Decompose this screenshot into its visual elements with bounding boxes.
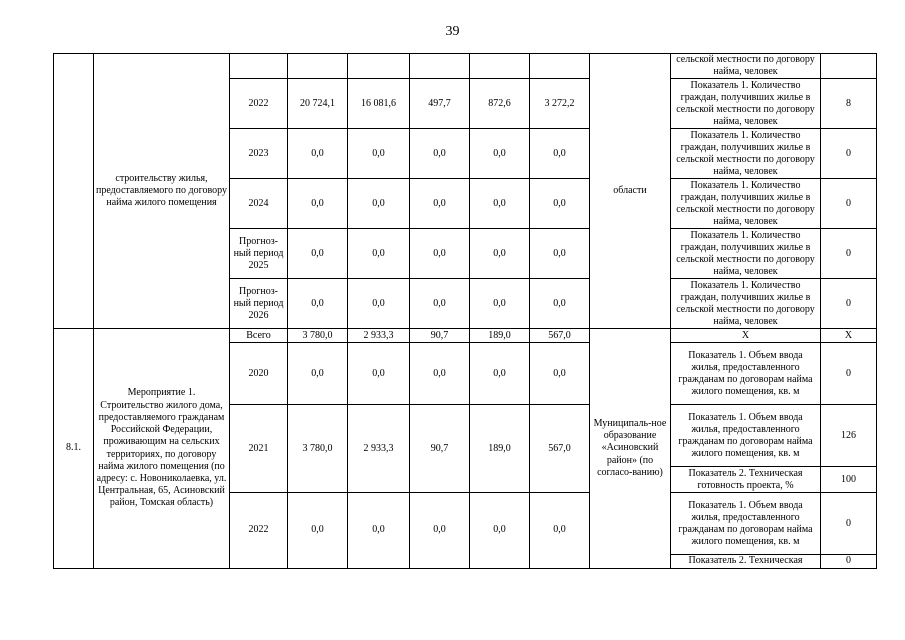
value-cell: 0,0 (348, 129, 410, 179)
year-cell: Прогноз-ный период 2026 (230, 279, 288, 329)
value-cell: 0,0 (530, 179, 590, 229)
target-cell: 0 (821, 179, 877, 229)
value-cell: 0,0 (470, 229, 530, 279)
value-cell: 0,0 (348, 179, 410, 229)
value-cell: 0,0 (348, 229, 410, 279)
value-cell: 0,0 (288, 343, 348, 405)
value-cell: 0,0 (530, 129, 590, 179)
target-cell: 0 (821, 343, 877, 405)
year-cell: 2024 (230, 179, 288, 229)
year-cell: 2020 (230, 343, 288, 405)
value-cell: 3 272,2 (530, 79, 590, 129)
value-cell: 0,0 (470, 279, 530, 329)
value-cell: 189,0 (470, 329, 530, 343)
value-cell: 0,0 (410, 129, 470, 179)
indicator-cell: Показатель 1. Объем ввода жилья, предоставленного гражданам по договорам найма жилого помещения, кв. м (671, 493, 821, 555)
target-cell: 100 (821, 467, 877, 493)
indicator-cell: сельской местности по договору найма, человек (671, 54, 821, 79)
row-number: 8.1. (54, 329, 94, 568)
value-cell: 0,0 (410, 343, 470, 405)
number-cell (54, 54, 94, 329)
indicator-cell: Показатель 1. Количество граждан, получивших жилье в сельской местности по договору найма, человек (671, 229, 821, 279)
executor: Муниципаль-ное образование «Асиновский район» (по согласо-ванию) (590, 329, 671, 568)
year-cell: 2022 (230, 493, 288, 568)
measure-name: строительству жилья, предоставляемого по договору найма жилого помещения (94, 54, 230, 329)
value-cell: 0,0 (530, 343, 590, 405)
value-cell: 2 933,3 (348, 405, 410, 493)
value-cell: 0,0 (348, 493, 410, 568)
value-cell: 189,0 (470, 405, 530, 493)
indicator-cell: Показатель 2. Техническая готовность проекта, % (671, 467, 821, 493)
value-cell: 2 933,3 (348, 329, 410, 343)
value-cell: 0,0 (288, 279, 348, 329)
value-cell: 0,0 (288, 493, 348, 568)
target-cell: 126 (821, 405, 877, 467)
value-cell: 0,0 (348, 279, 410, 329)
indicator-cell: Показатель 1. Объем ввода жилья, предоставленного гражданам по договорам найма жилого помещения, кв. м (671, 405, 821, 467)
year-cell: Всего (230, 329, 288, 343)
target-cell: Х (821, 329, 877, 343)
target-cell: 0 (821, 493, 877, 555)
value-cell: 0,0 (410, 493, 470, 568)
indicator-cell: Показатель 1. Количество граждан, получивших жилье в сельской местности по договору найма, человек (671, 179, 821, 229)
target-cell: 0 (821, 129, 877, 179)
value-cell: 0,0 (530, 279, 590, 329)
value-cell: 0,0 (530, 493, 590, 568)
value-cell: 0,0 (288, 179, 348, 229)
indicator-cell: Показатель 1. Количество граждан, получивших жилье в сельской местности по договору найма, человек (671, 79, 821, 129)
value-cell: 567,0 (530, 405, 590, 493)
page-number: 39 (445, 24, 460, 39)
value-cell: 0,0 (410, 279, 470, 329)
value-cell: 3 780,0 (288, 405, 348, 493)
value-cell: 0,0 (470, 179, 530, 229)
indicator-cell: Показатель 2. Техническая (671, 555, 821, 568)
year-cell: 2021 (230, 405, 288, 493)
value-cell: 0,0 (410, 229, 470, 279)
year-cell: 2022 (230, 79, 288, 129)
measure-name: Мероприятие 1. Строительство жилого дома, предоставляемого гражданам Российской Федерации, проживающим на сельских территориях, по договору найма жилого помещения (по адресу: с. Новониколаевка, ул. Центральная, 65, Асиновский район, Томская область) (94, 329, 230, 568)
value-cell: 0,0 (470, 343, 530, 405)
program-table (53, 53, 877, 569)
executor: области (590, 54, 671, 329)
target-cell: 0 (821, 229, 877, 279)
table-row (54, 329, 877, 343)
indicator-cell: Показатель 1. Количество граждан, получивших жилье в сельской местности по договору найма, человек (671, 129, 821, 179)
value-cell: 90,7 (410, 329, 470, 343)
value-cell: 0,0 (410, 179, 470, 229)
value-cell: 0,0 (470, 129, 530, 179)
value-cell: 16 081,6 (348, 79, 410, 129)
year-cell: 2023 (230, 129, 288, 179)
value-cell: 0,0 (288, 229, 348, 279)
value-cell: 0,0 (530, 229, 590, 279)
value-cell: 567,0 (530, 329, 590, 343)
value-cell: 90,7 (410, 405, 470, 493)
target-cell: 8 (821, 79, 877, 129)
value-cell: 0,0 (288, 129, 348, 179)
indicator-cell: Показатель 1. Количество граждан, получивших жилье в сельской местности по договору найма, человек (671, 279, 821, 329)
value-cell: 20 724,1 (288, 79, 348, 129)
value-cell: 497,7 (410, 79, 470, 129)
indicator-cell: Показатель 1. Объем ввода жилья, предоставленного гражданам по договорам найма жилого помещения, кв. м (671, 343, 821, 405)
target-cell: 0 (821, 555, 877, 568)
table-row (54, 54, 877, 79)
value-cell: 0,0 (470, 493, 530, 568)
target-cell: 0 (821, 279, 877, 329)
value-cell: 0,0 (348, 343, 410, 405)
value-cell: 872,6 (470, 79, 530, 129)
value-cell: 3 780,0 (288, 329, 348, 343)
year-cell: Прогноз-ный период 2025 (230, 229, 288, 279)
indicator-cell: Х (671, 329, 821, 343)
